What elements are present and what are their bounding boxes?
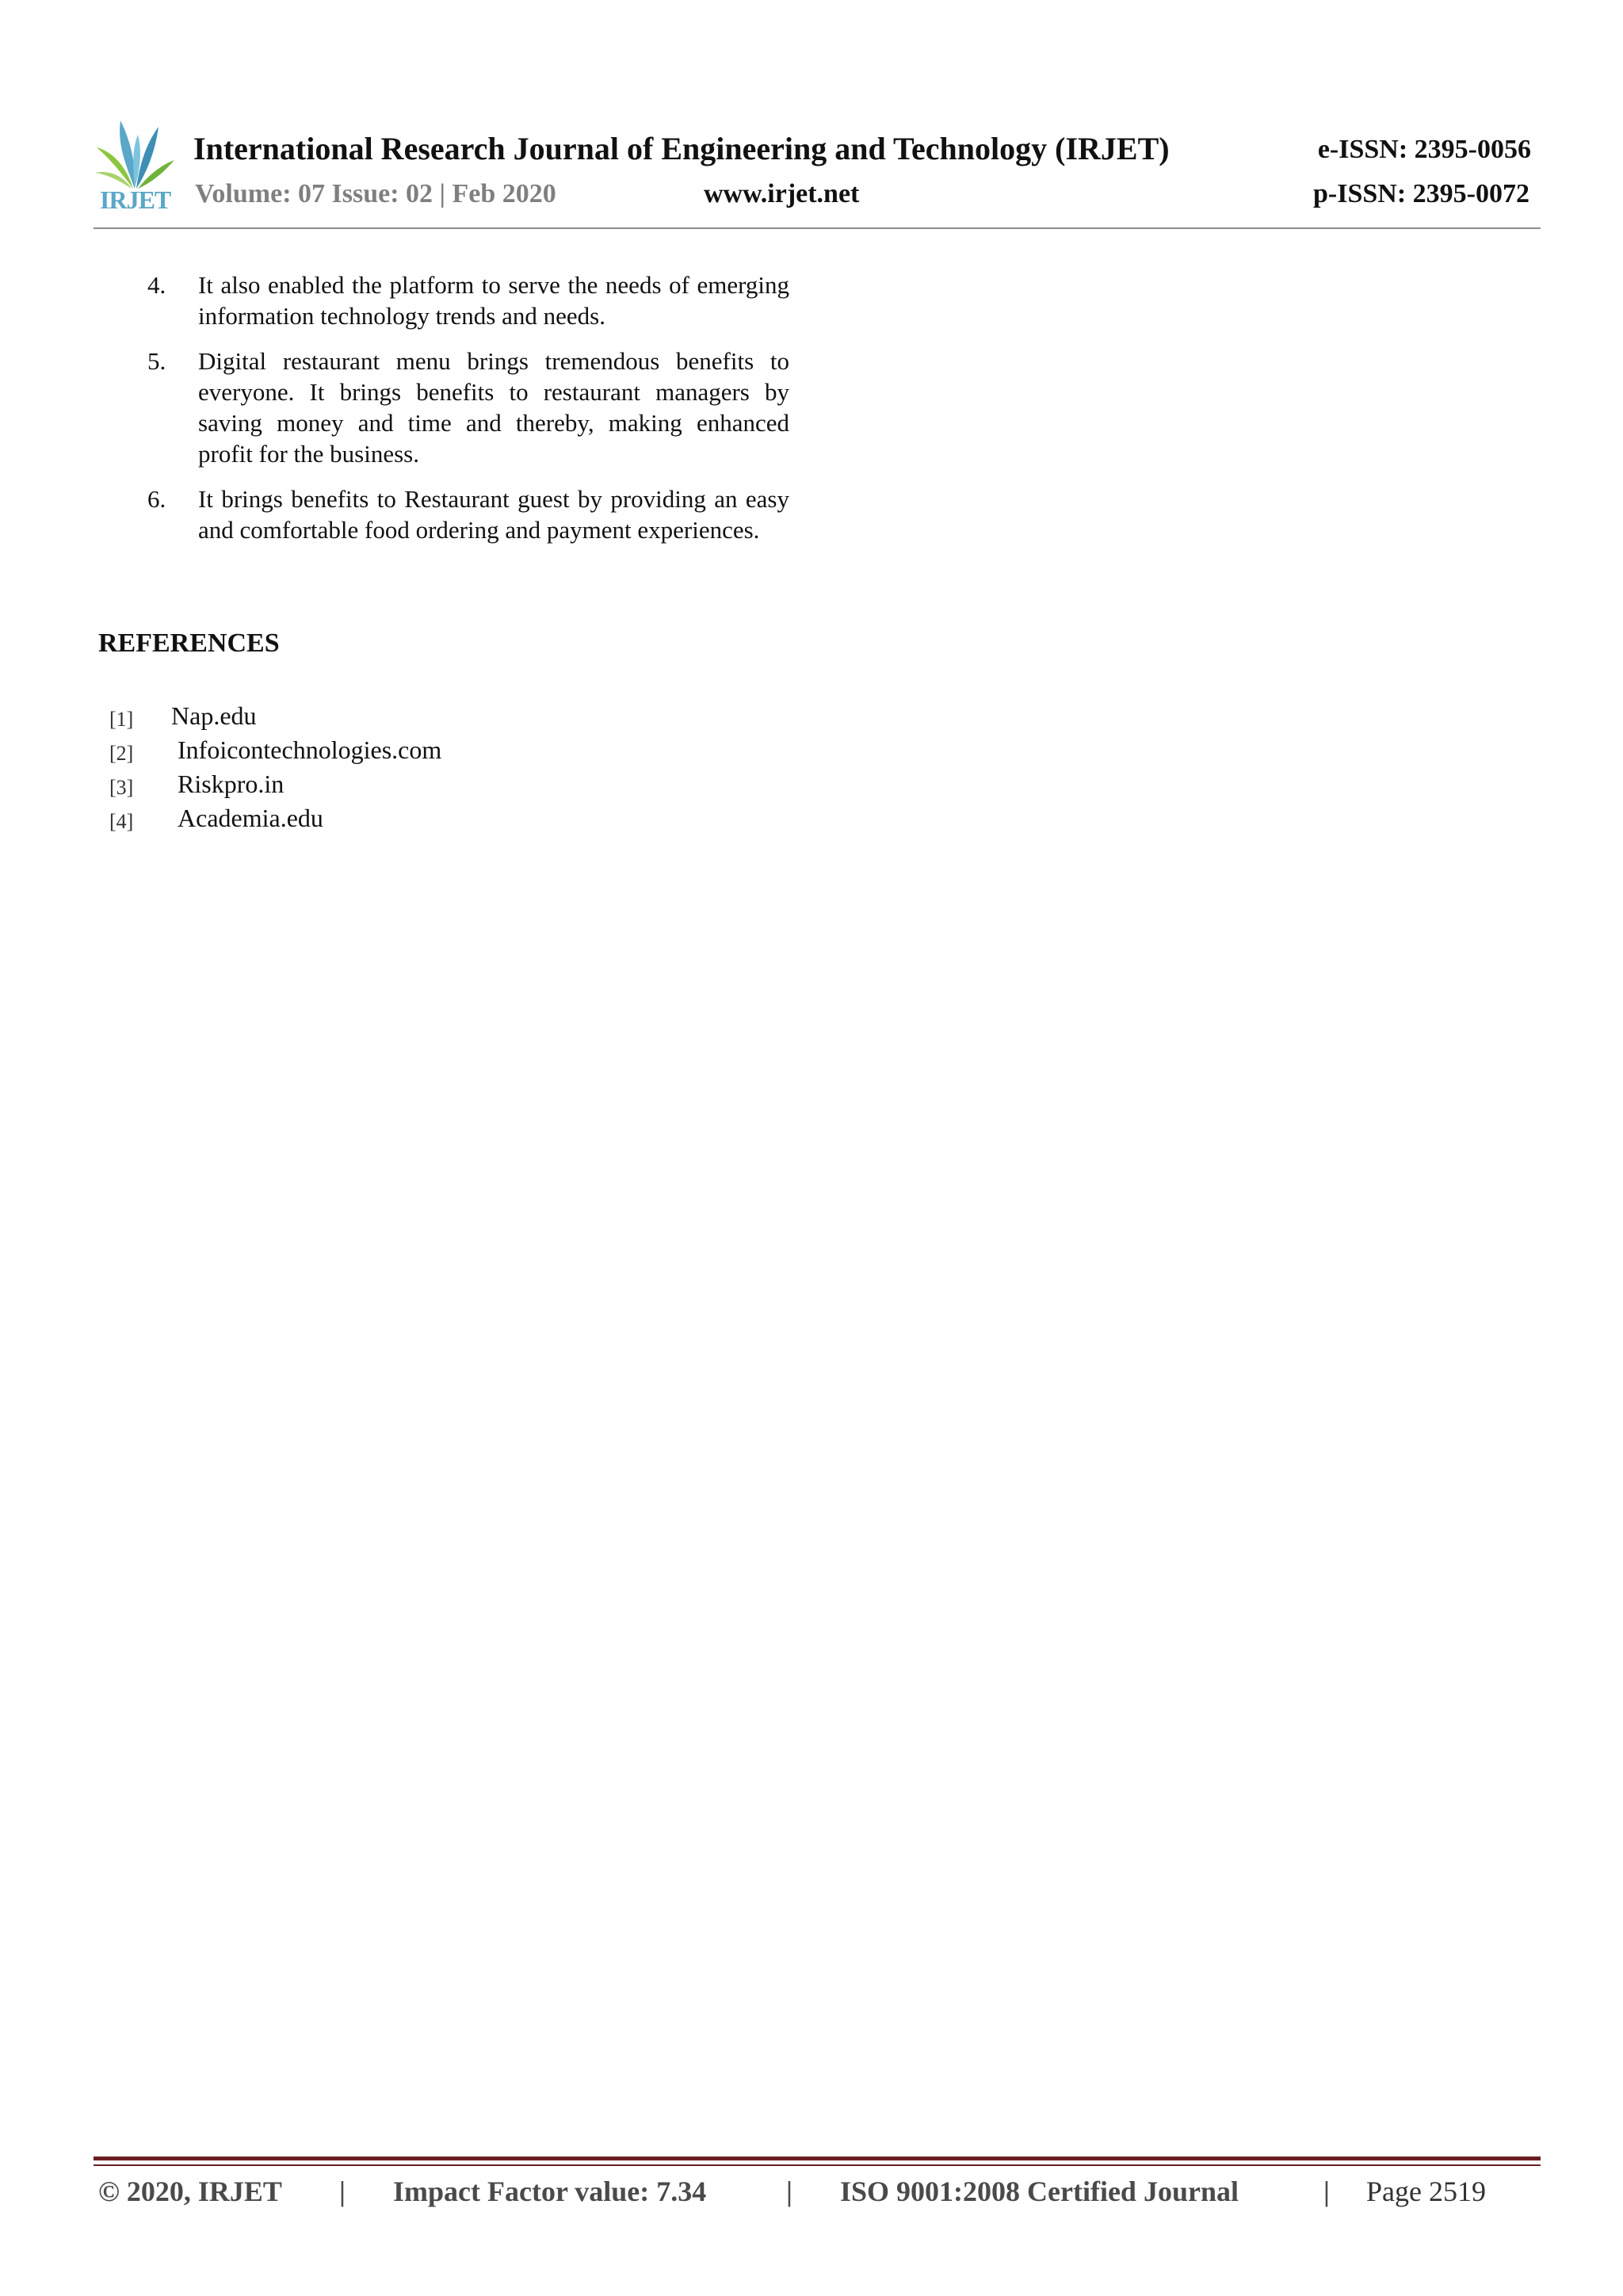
e-issn: e-ISSN: 2395-0056 [1317,135,1531,164]
footer-impact-factor: Impact Factor value: 7.34 [393,2176,707,2207]
list-item-number: 4. [147,271,166,299]
footer-separator: | [1323,2176,1330,2207]
footer-iso-certification: ISO 9001:2008 Certified Journal [840,2176,1239,2207]
p-issn: p-ISSN: 2395-0072 [1313,179,1529,208]
reference-number: [3] [109,776,134,799]
list-item-number: 5. [147,347,166,375]
reference-text: Riskpro.in [178,770,285,798]
reference-number: [4] [109,810,134,833]
footer-separator: | [786,2176,792,2207]
references-heading: REFERENCES [98,628,280,658]
list-item [98,269,789,331]
list-item-number: 6. [147,485,166,513]
header-divider [94,227,1541,229]
reference-text: Nap.edu [171,701,257,730]
volume-issue: Volume: 07 Issue: 02 | Feb 2020 [195,179,556,208]
footer-divider-thin [94,2164,1541,2166]
leaf-logo-icon [94,116,176,192]
list-item-text: It also enabled the platform to serve the needs of emerging information technology trends and needs. [198,271,789,330]
irjet-logo [94,116,176,216]
list-item [98,346,789,469]
footer-divider-thick [94,2157,1541,2160]
footer-separator: | [339,2176,346,2207]
logo-wordmark: IRJET [100,185,171,214]
reference-number: [1] [109,708,134,731]
footer-copyright: © 2020, IRJET [98,2176,282,2207]
page-header [94,113,1541,228]
footer-page-number: Page 2519 [1366,2176,1486,2207]
list-item-text: Digital restaurant menu brings tremendous benefits to everyone. It brings benefits to restaurant managers by saving money and time and thereby, making enhanced profit for the business. [198,347,789,468]
reference-text: Academia.edu [178,804,323,832]
reference-text: Infoicontechnologies.com [178,735,442,764]
page-footer [98,2175,1541,2216]
journal-website: www.irjet.net [704,179,860,208]
reference-number: [2] [109,742,134,765]
list-item-text: It brings benefits to Restaurant guest by providing an easy and comfortable food ordering and payment experiences. [198,485,789,544]
conclusion-list [98,269,789,560]
journal-title: International Research Journal of Engineering and Technology (IRJET) [193,131,1170,166]
list-item [98,483,789,545]
